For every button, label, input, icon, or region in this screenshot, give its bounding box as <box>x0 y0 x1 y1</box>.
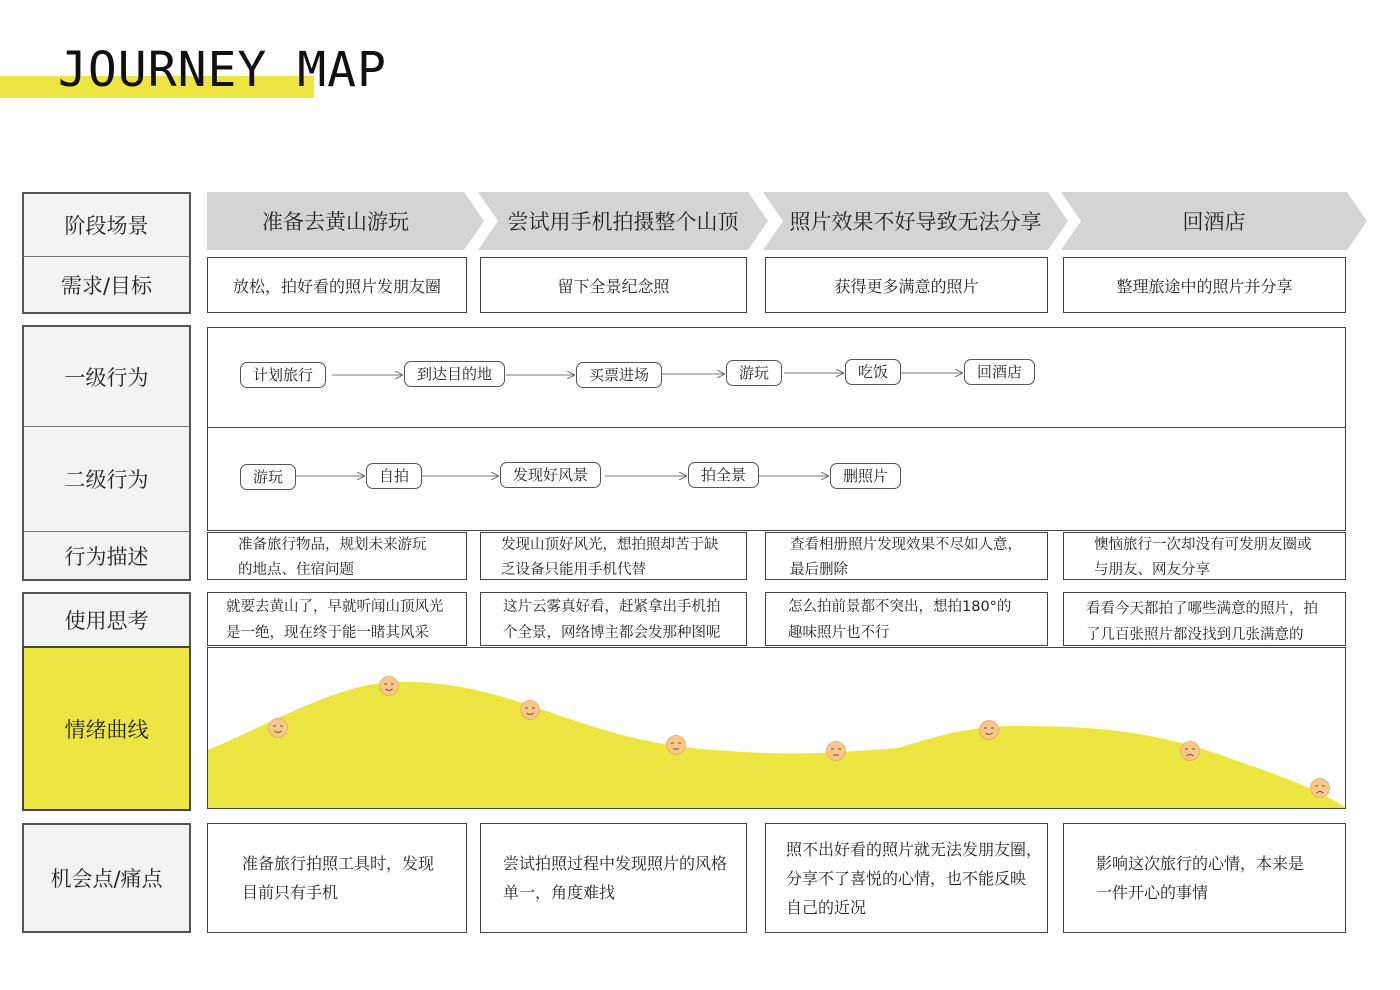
emotion-face-sad-icon <box>1181 742 1200 761</box>
stage-label: 照片效果不好导致无法分享 <box>789 210 1042 234</box>
level1-step: 买票进场 <box>576 362 662 388</box>
emotion-panel <box>207 647 1346 809</box>
description-line: 查看相册照片发现效果不尽如人意， <box>790 537 1022 553</box>
level2-step: 游玩 <box>240 464 296 490</box>
level1-step: 游玩 <box>726 360 782 386</box>
description-line: 乏设备只能用手机代替 <box>501 562 646 578</box>
emotion-face-smile-icon <box>980 721 999 740</box>
stage-label: 尝试用手机拍摄整个山顶 <box>507 210 739 234</box>
row-label-need: 需求/目标 <box>22 256 191 314</box>
opportunity-line: 一件开心的事情 <box>1096 883 1209 902</box>
stage-chevron <box>478 192 768 250</box>
thinking-line: 趣味照片也不行 <box>788 625 890 641</box>
emotion-face-crying-icon <box>1311 779 1330 798</box>
stage-chevron <box>207 192 484 250</box>
stage-label: 准备去黄山游玩 <box>262 210 409 234</box>
level2-step: 拍全景 <box>688 462 759 488</box>
level1-step: 到达目的地 <box>404 361 505 387</box>
thinking-line: 是一绝，现在终于能一睹其风采 <box>226 625 429 641</box>
emotion-area <box>208 682 1346 809</box>
thinking-line: 看看今天都拍了哪些满意的照片，拍 <box>1086 601 1318 617</box>
level1-step: 回酒店 <box>964 359 1035 385</box>
thinking-line: 个全景，网络博主都会发那种图呢 <box>503 625 721 641</box>
emotion-face-smile-icon <box>269 719 288 738</box>
level1-step: 吃饭 <box>845 359 901 385</box>
opportunity-line: 影响这次旅行的心情，本来是 <box>1096 854 1305 873</box>
row-label-opportunity: 机会点/痛点 <box>22 823 191 933</box>
thinking-line: 怎么拍前景都不突出，想拍180°的 <box>788 599 1012 615</box>
need-cell: 放松，拍好看的照片发朋友圈 <box>207 257 467 313</box>
description-cell <box>207 532 467 580</box>
description-line: 的地点、住宿问题 <box>238 562 354 578</box>
description-cell <box>480 532 747 580</box>
row-label-level1: 一级行为 <box>22 325 191 428</box>
opportunity-line: 照不出好看的照片就无法发朋友圈， <box>786 839 1043 859</box>
opportunity-cell <box>207 823 467 933</box>
emotion-face-neutral-icon <box>827 742 846 761</box>
opportunity-line: 准备旅行拍照工具时，发现 <box>242 854 435 873</box>
level1-step: 计划旅行 <box>240 362 326 388</box>
thinking-cell <box>207 592 467 646</box>
need-cell: 获得更多满意的照片 <box>765 257 1048 313</box>
row-label-level2: 二级行为 <box>22 426 191 533</box>
stage-chevron <box>1061 192 1367 250</box>
description-line: 最后删除 <box>790 562 848 578</box>
emotion-face-happy-icon <box>380 677 399 696</box>
opportunity-line: 尝试拍照过程中发现照片的风格 <box>503 854 728 873</box>
stage-label: 回酒店 <box>1182 210 1246 234</box>
description-cell <box>765 532 1048 580</box>
need-cell: 整理旅途中的照片并分享 <box>1063 257 1346 313</box>
need-cell: 留下全景纪念照 <box>480 257 747 313</box>
emotion-face-smile-icon <box>521 701 540 720</box>
opportunity-line: 单一，角度难找 <box>503 883 616 902</box>
opportunity-cell <box>765 823 1048 933</box>
row-label-emotion: 情绪曲线 <box>22 646 191 811</box>
thinking-cell <box>480 592 747 646</box>
level2-step: 删照片 <box>830 463 901 489</box>
description-line: 与朋友、网友分享 <box>1094 562 1210 578</box>
thinking-line: 就要去黄山了，早就听闻山顶风光 <box>226 599 444 615</box>
thinking-line: 这片云雾真好看，赶紧拿出手机拍 <box>503 599 721 615</box>
row-label-desc: 行为描述 <box>22 531 191 581</box>
opportunity-cell <box>480 823 747 933</box>
emotion-chart <box>208 648 1346 809</box>
emotion-face-neutral-icon <box>667 736 686 755</box>
description-line: 准备旅行物品，规划未来游玩 <box>238 537 427 553</box>
row-label-thinking: 使用思考 <box>22 592 191 648</box>
opportunity-line: 分享不了喜悦的心情，也不能反映 <box>786 868 1027 888</box>
opportunity-line: 自己的近况 <box>786 897 867 917</box>
stage-chevron <box>763 192 1068 250</box>
level2-step: 发现好风景 <box>500 462 601 488</box>
description-cell <box>1063 532 1346 580</box>
page-title: JOURNEY MAP <box>58 42 387 98</box>
level2-step: 自拍 <box>366 463 422 489</box>
description-line: 发现山顶好风光，想拍照却苦于缺 <box>501 537 719 553</box>
thinking-cell <box>765 592 1048 646</box>
thinking-line: 了几百张照片都没找到几张满意的 <box>1086 627 1304 643</box>
thinking-cell <box>1063 592 1346 646</box>
opportunity-cell <box>1063 823 1346 933</box>
opportunity-line: 目前只有手机 <box>242 883 339 902</box>
row-label-stage: 阶段场景 <box>22 192 191 258</box>
description-line: 懊恼旅行一次却没有可发朋友圈或 <box>1094 537 1312 553</box>
